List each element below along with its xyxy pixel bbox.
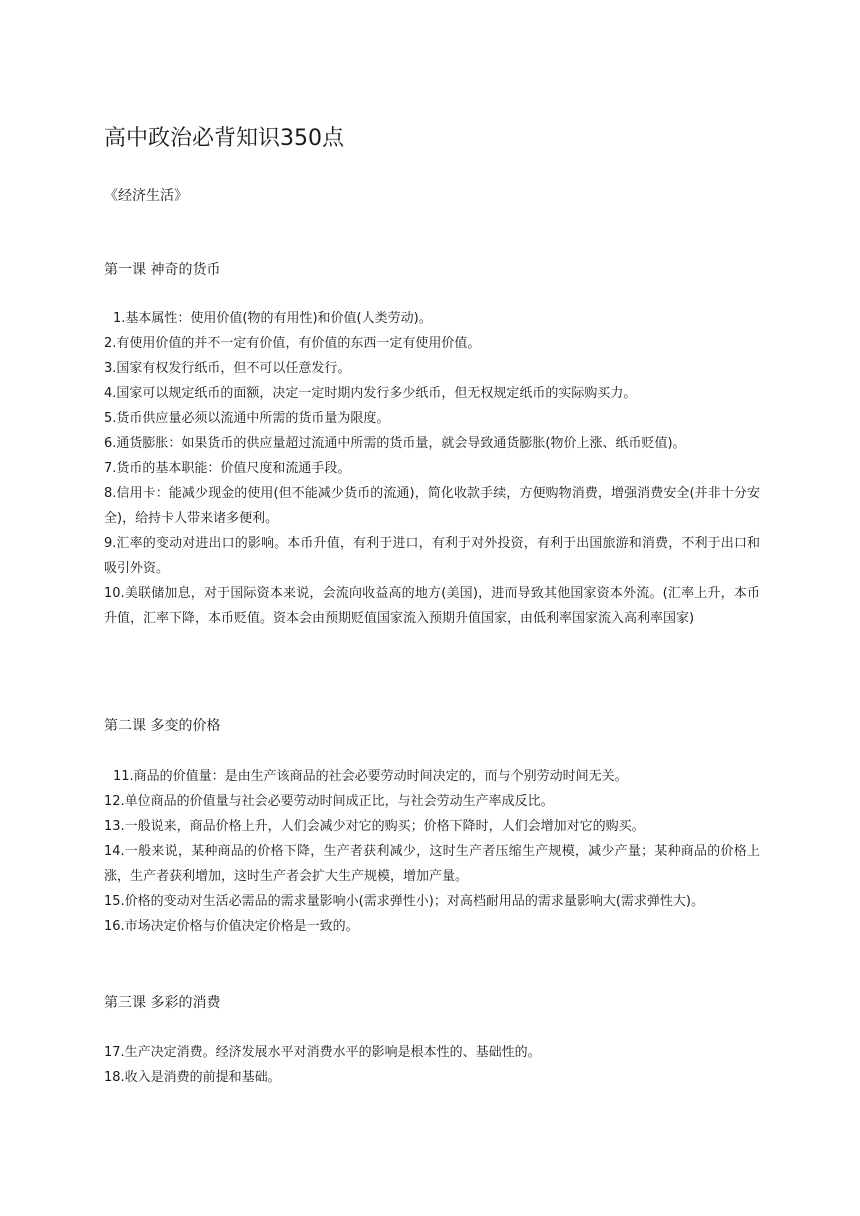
section-items-lesson-1 xyxy=(104,306,760,631)
list-item: 9.汇率的变动对进出口的影响。本币升值，有利于进口，有利于对外投资，有利于出国旅游和消费，不利于出口和吸引外资。 xyxy=(104,536,760,576)
section-heading-lesson-1: 第一课 神奇的货币 xyxy=(104,262,221,278)
list-item: 16.市场决定价格与价值决定价格是一致的。 xyxy=(104,919,359,934)
list-item: 1.基本属性：使用价值(物的有用性)和价值(人类劳动)。 xyxy=(113,311,432,326)
list-item: 10.美联储加息，对于国际资本来说，会流向收益高的地方(美国)，进而导致其他国家资本外流。(汇率上升，本币升值，汇率下降，本币贬值。资本会由预期贬值国家流入预期升值国家，由低利率国家流入高利率国家) xyxy=(104,586,760,626)
list-item: 7.货币的基本职能：价值尺度和流通手段。 xyxy=(104,461,351,476)
list-item: 6.通货膨胀：如果货币的供应量超过流通中所需的货币量，就会导致通货膨胀(物价上涨、纸币贬值)。 xyxy=(104,436,686,451)
document-title: 高中政治必背知识350点 xyxy=(104,126,344,151)
document-subtitle: 《经济生活》 xyxy=(104,188,188,204)
list-item: 2.有使用价值的并不一定有价值，有价值的东西一定有使用价值。 xyxy=(104,336,481,351)
list-item: 4.国家可以规定纸币的面额，决定一定时期内发行多少纸币，但无权规定纸币的实际购买力。 xyxy=(104,386,637,401)
list-item: 12.单位商品的价值量与社会必要劳动时间成正比，与社会劳动生产率成反比。 xyxy=(104,794,554,809)
section-items-lesson-3 xyxy=(104,1040,760,1090)
list-item: 17.生产决定消费。经济发展水平对消费水平的影响是根本性的、基础性的。 xyxy=(104,1045,541,1060)
list-item: 3.国家有权发行纸币，但不可以任意发行。 xyxy=(104,361,351,376)
list-item: 18.收入是消费的前提和基础。 xyxy=(104,1070,281,1085)
section-heading-lesson-3: 第三课 多彩的消费 xyxy=(104,995,221,1011)
section-heading-lesson-2: 第二课 多变的价格 xyxy=(104,718,221,734)
list-item: 5.货币供应量必须以流通中所需的货币量为限度。 xyxy=(104,411,390,426)
list-item: 13.一般说来，商品价格上升，人们会减少对它的购买；价格下降时，人们会增加对它的购买。 xyxy=(104,819,645,834)
list-item: 14.一般来说，某种商品的价格下降，生产者获利减少，这时生产者压缩生产规模，减少产量；某种商品的价格上涨，生产者获利增加，这时生产者会扩大生产规模，增加产量。 xyxy=(104,844,760,884)
section-items-lesson-2 xyxy=(104,764,760,939)
list-item: 11.商品的价值量：是由生产该商品的社会必要劳动时间决定的，而与个别劳动时间无关。 xyxy=(113,769,628,784)
list-item: 15.价格的变动对生活必需品的需求量影响小(需求弹性小)；对高档耐用品的需求量影响大(需求弹性大)。 xyxy=(104,894,704,909)
list-item: 8.信用卡：能减少现金的使用(但不能减少货币的流通)，简化收款手续，方便购物消费，增强消费安全(并非十分安全)，给持卡人带来诸多便利。 xyxy=(104,486,760,526)
